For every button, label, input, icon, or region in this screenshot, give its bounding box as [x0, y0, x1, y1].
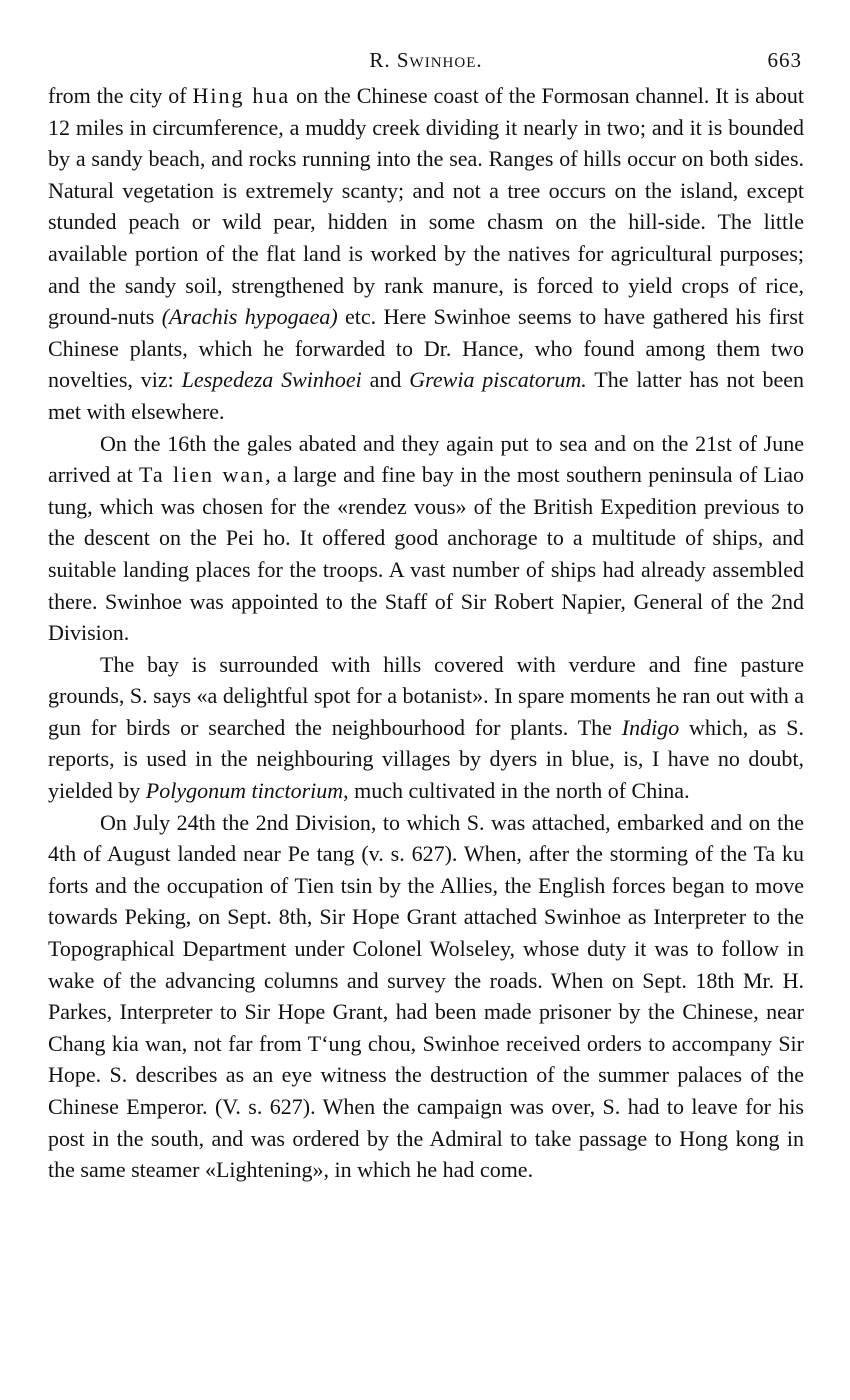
author-name: Swinhoe.	[396, 48, 483, 72]
spaced-place-name: Ta lien wan	[138, 462, 266, 488]
body-text	[48, 80, 804, 1186]
paragraph	[48, 80, 804, 428]
text-run: , much cultivated in the north of China.	[343, 778, 690, 804]
book-page	[48, 40, 804, 1186]
italic-term: Polygonum tinctorium	[145, 778, 344, 804]
running-title	[48, 48, 804, 73]
text-run: On the 16th the gales abated and they again put to sea and on the 21st of June arrived at	[48, 430, 804, 488]
text-run: on the Chinese coast of the Formosan channel. It is about 12 miles in circumference, a muddy creek dividing it nearly in two; and it is bounded by a sandy beach, and rocks running into the sea. Ranges of hills occur on both sides. Natural vegetation is extremely scanty; and not a tree occurs on the island, except stunded peach or wild pear, hidden in some chasm on the hill-side. The little available portion of the flat land is worked by the natives for agricultural purposes; and the sandy soil, strengthened by rank manure, is forced to yield crops of rice, ground-nuts	[48, 83, 804, 330]
italic-term: Indigo	[621, 714, 680, 740]
author-initial: R.	[369, 48, 397, 72]
text-run: etc. Here Swinhoe seems to have gathered his first Chinese plants, which he forwarded to Dr. Hance, who found among them two novelties, viz:	[48, 304, 805, 393]
italic-term: Grewia piscatorum.	[409, 367, 587, 393]
italic-term: (Arachis hypogaea)	[161, 304, 338, 330]
text-run: which, as S. reports, is used in the neighbouring villages by dyers in blue, is, I have no doubt, yielded by	[48, 714, 804, 804]
text-run: , a large and fine bay in the most southern peninsula of Liao tung, which was chosen for the «rendez vous» of the British Expedition previous to the descent on the Pei ho. It offered good anchorage to a multitude of ships, and suitable landing places for the troops. A vast number of ships had already assembled there. Swinhoe was appointed to the Staff of Sir Robert Napier, General of the 2nd Division.	[48, 462, 805, 646]
paragraph	[48, 428, 804, 649]
text-run: The bay is surrounded with hills covered with verdure and fine pasture grounds, S. says «a delightful spot for a botanist». In spare moments he ran out with a gun for birds or searched the neighbourhood for plants. The	[48, 651, 804, 740]
text-run: and	[361, 367, 410, 393]
spaced-place-name: Hing hua	[192, 83, 291, 108]
text-run: The latter has not been met with elsewhere.	[48, 367, 805, 424]
text-run: from the city of	[48, 83, 193, 108]
text-run: On July 24th the 2nd Division, to which S. was attached, embarked and on the 4th of August landed near Pe tang (v. s. 627). When, after the storming of the Ta ku forts and the occupation of Tien tsin by the Allies, the English forces began to move towards Peking, on Sept. 8th, Sir Hope Grant attached Swinhoe as Interpreter to the Topographical Department under Colonel Wolseley, whose duty it was to follow in wake of the advancing columns and survey the roads. When on Sept. 18th Mr. H. Parkes, Interpreter to Sir Hope Grant, had been made prisoner by the Chinese, near Chang kia wan, not far from Tʻung chou, Swinhoe received orders to accompany Sir Hope. S. describes as an eye witness the destruction of the summer palaces of the Chinese Emperor. (V. s. 627). When the campaign was over, S. had to leave for his post in the south, and was ordered by the Admiral to take passage to Hong kong in the same steamer «Lightening», in which he had come.	[48, 809, 804, 1183]
running-head	[48, 40, 804, 80]
italic-term: Lespedeza Swinhoei	[181, 367, 362, 393]
page-number: 663	[767, 48, 802, 72]
paragraph	[48, 649, 804, 807]
paragraph	[48, 807, 804, 1186]
